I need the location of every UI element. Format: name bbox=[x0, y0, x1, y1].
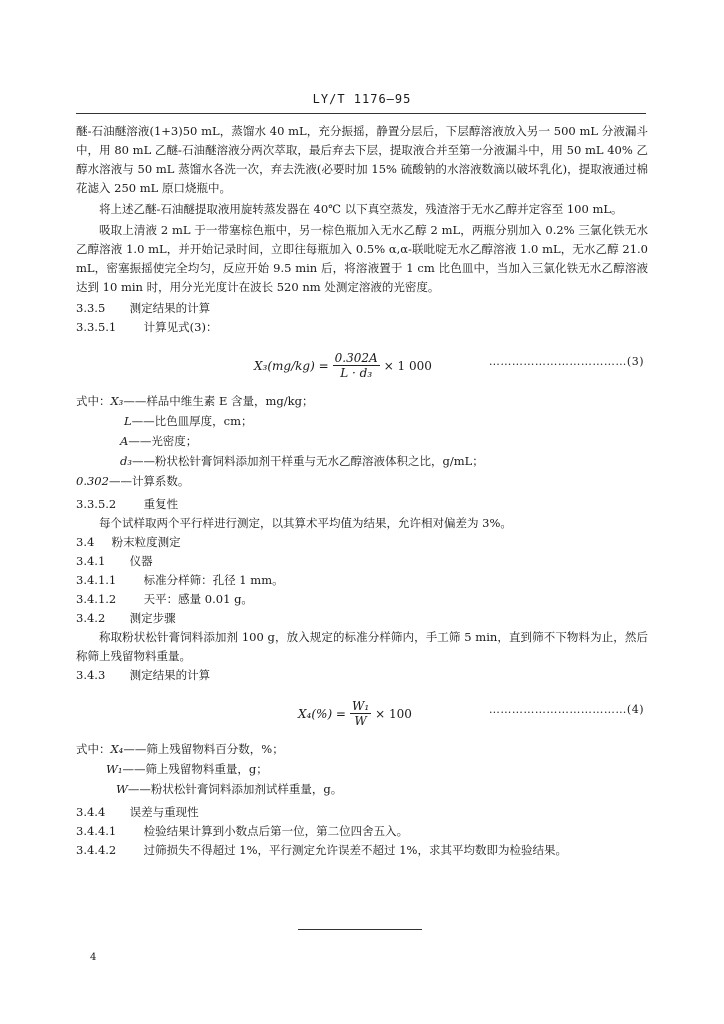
definition-text: ——筛上残留物料重量，g； bbox=[122, 762, 268, 776]
section-number: 3.3.5.2 bbox=[76, 497, 117, 511]
formula-4-lhs: X₄(%) = bbox=[298, 706, 346, 721]
definition-row bbox=[76, 471, 648, 491]
section-number: 3.4.4.1 bbox=[76, 824, 117, 838]
formula-4-tag: ………………………………(4) bbox=[488, 703, 644, 716]
section-title: 测定结果的计算 bbox=[129, 301, 211, 315]
formula-3-expression bbox=[254, 351, 432, 380]
definition-row bbox=[76, 391, 648, 411]
definition-symbol: X₄ bbox=[110, 742, 124, 756]
formula-4-expression bbox=[298, 699, 412, 728]
section-3-4 bbox=[76, 533, 648, 552]
definition-symbol: L bbox=[124, 414, 132, 428]
section-3-4-4-2 bbox=[76, 841, 648, 860]
formula-3-definitions bbox=[76, 391, 648, 491]
definition-text: ——光密度； bbox=[128, 434, 198, 448]
formula-3-denominator: L · d₃ bbox=[340, 366, 373, 380]
definition-text: ——筛上残留物料百分数，%； bbox=[123, 742, 284, 756]
definitions-lead: 式中： bbox=[76, 394, 111, 408]
formula-4-definitions bbox=[76, 739, 648, 799]
section-title: 检验结果计算到小数点后第一位，第二位四舍五入。 bbox=[143, 824, 409, 838]
definition-symbol: W₁ bbox=[106, 762, 123, 776]
section-title: 过筛损失不得超过 1%，平行测定允许误差不超过 1%，求其平均数即为检验结果。 bbox=[143, 843, 567, 857]
section-3-3-5-2 bbox=[76, 495, 648, 514]
formula-3-numerator: 0.302A bbox=[334, 351, 378, 365]
formula-4 bbox=[76, 689, 648, 733]
definitions-lead: 式中： bbox=[76, 742, 111, 756]
document-code-header: LY/T 1176—95 bbox=[312, 92, 412, 106]
definition-text: ——样品中维生素 E 含量，mg/kg； bbox=[123, 394, 314, 408]
definition-text: ——粉状松针膏饲料添加剂干样重与无水乙醇溶液体积之比，g/mL； bbox=[131, 454, 484, 468]
formula-3-tag: ………………………………(3) bbox=[488, 355, 644, 368]
section-3-4-4-1 bbox=[76, 822, 648, 841]
definition-symbol: d₃ bbox=[120, 454, 132, 468]
section-3-4-1 bbox=[76, 552, 648, 571]
formula-3 bbox=[76, 341, 648, 385]
section-3-4-2 bbox=[76, 609, 648, 628]
section-title: 测定结果的计算 bbox=[129, 668, 211, 682]
formula-4-fraction bbox=[350, 699, 371, 728]
definition-row bbox=[76, 779, 648, 799]
footer-rule bbox=[298, 929, 422, 930]
section-number: 3.4.2 bbox=[76, 611, 106, 625]
definition-symbol: A bbox=[120, 434, 129, 448]
paragraph-procedure: 称取粉状松针膏饲料添加剂 100 g，放入规定的标准分样筛内，手工筛 5 min，直到筛不下物料为止，然后称筛上残留物料重量。 bbox=[76, 630, 648, 663]
definition-row bbox=[76, 451, 648, 471]
definition-text: ——计算系数。 bbox=[108, 474, 190, 488]
section-number: 3.4.1.2 bbox=[76, 592, 117, 606]
section-number: 3.4 bbox=[76, 535, 95, 549]
section-number: 3.4.1.1 bbox=[76, 573, 117, 587]
section-number: 3.4.4 bbox=[76, 805, 106, 819]
header-rule bbox=[76, 113, 646, 114]
section-3-4-1-2 bbox=[76, 590, 648, 609]
formula-3-tail: × 1 000 bbox=[383, 358, 432, 373]
section-3-3-5 bbox=[76, 299, 648, 318]
definition-row bbox=[76, 739, 648, 759]
section-title: 粉末粒度测定 bbox=[111, 535, 181, 549]
section-title: 标准分样筛：孔径 1 mm。 bbox=[143, 573, 284, 587]
section-number: 3.4.3 bbox=[76, 668, 106, 682]
definition-symbol: 0.302 bbox=[76, 474, 109, 488]
section-3-4-3 bbox=[76, 666, 648, 685]
definition-row bbox=[76, 431, 648, 451]
section-title: 重复性 bbox=[143, 497, 179, 511]
definition-symbol: X₃ bbox=[110, 394, 124, 408]
formula-3-lhs: X₃(mg/kg) = bbox=[254, 358, 329, 373]
section-title: 误差与重现性 bbox=[129, 805, 199, 819]
formula-4-numerator: W₁ bbox=[352, 699, 370, 713]
section-number: 3.4.1 bbox=[76, 554, 106, 568]
paragraph-evaporation: 将上述乙醚-石油醚提取液用旋转蒸发器在 40℃ 以下真空蒸发，残渣溶于无水乙醇并定容至 100 mL。 bbox=[99, 202, 623, 216]
formula-4-denominator: W bbox=[354, 714, 367, 728]
section-3-4-4 bbox=[76, 803, 648, 822]
paragraph-repeatability: 每个试样取两个平行样进行测定，以其算术平均值为结果，允许相对偏差为 3%。 bbox=[99, 516, 512, 530]
definition-symbol: W bbox=[116, 782, 128, 796]
section-3-3-5-1 bbox=[76, 318, 648, 337]
formula-4-tail: × 100 bbox=[375, 706, 412, 721]
section-number: 3.3.5.1 bbox=[76, 320, 117, 334]
definition-text: ——比色皿厚度，cm； bbox=[131, 414, 253, 428]
section-title: 天平：感量 0.01 g。 bbox=[143, 592, 253, 606]
page-number: 4 bbox=[90, 952, 97, 963]
section-3-4-1-1 bbox=[76, 571, 648, 590]
section-number: 3.3.5 bbox=[76, 301, 106, 315]
paragraph-extraction: 醚-石油醚溶液(1+3)50 mL，蒸馏水 40 mL，充分振摇，静置分层后，下层醇溶液放入另一 500 mL 分液漏斗中，用 80 mL 乙醚-石油醚溶液分两次萃取，最后弃去下层，提取液合并至第一分液漏斗中，用 50 mL 40% 乙醇水溶液与 50 mL 蒸馏水各洗一次，弃去洗液(必要时加 15% 硫酸钠的水溶液数滴以破坏乳化)，提取液通过棉花滤入 250 mL 原口烧瓶中。 bbox=[76, 124, 648, 195]
section-title: 测定步骤 bbox=[129, 611, 176, 625]
section-title: 计算见式(3)： bbox=[143, 320, 218, 334]
definition-text: ——粉状松针膏饲料添加剂试样重量，g。 bbox=[127, 782, 343, 796]
section-title: 仪器 bbox=[129, 554, 153, 568]
definition-row bbox=[76, 759, 648, 779]
page-body bbox=[76, 122, 648, 860]
formula-3-fraction bbox=[333, 351, 380, 380]
paragraph-measurement: 吸取上清液 2 mL 于一带塞棕色瓶中，另一棕色瓶加入无水乙醇 2 mL，两瓶分别加入 0.2% 三氯化铁无水乙醇溶液 1.0 mL，并开始记录时间，立即往每瓶加入 0.5% α,α-联吡啶无水乙醇溶液 1.0 mL，无水乙醇 21.0 mL，密塞振摇使完全均匀，反应开始 9.5 min 后，将溶液置于 1 cm 比色皿中，当加入三氯化铁无水乙醇溶液达到 10 min 时，用分光光度计在波长 520 nm 处测定溶液的光密度。 bbox=[76, 223, 648, 294]
section-number: 3.4.4.2 bbox=[76, 843, 117, 857]
definition-row bbox=[76, 411, 648, 431]
